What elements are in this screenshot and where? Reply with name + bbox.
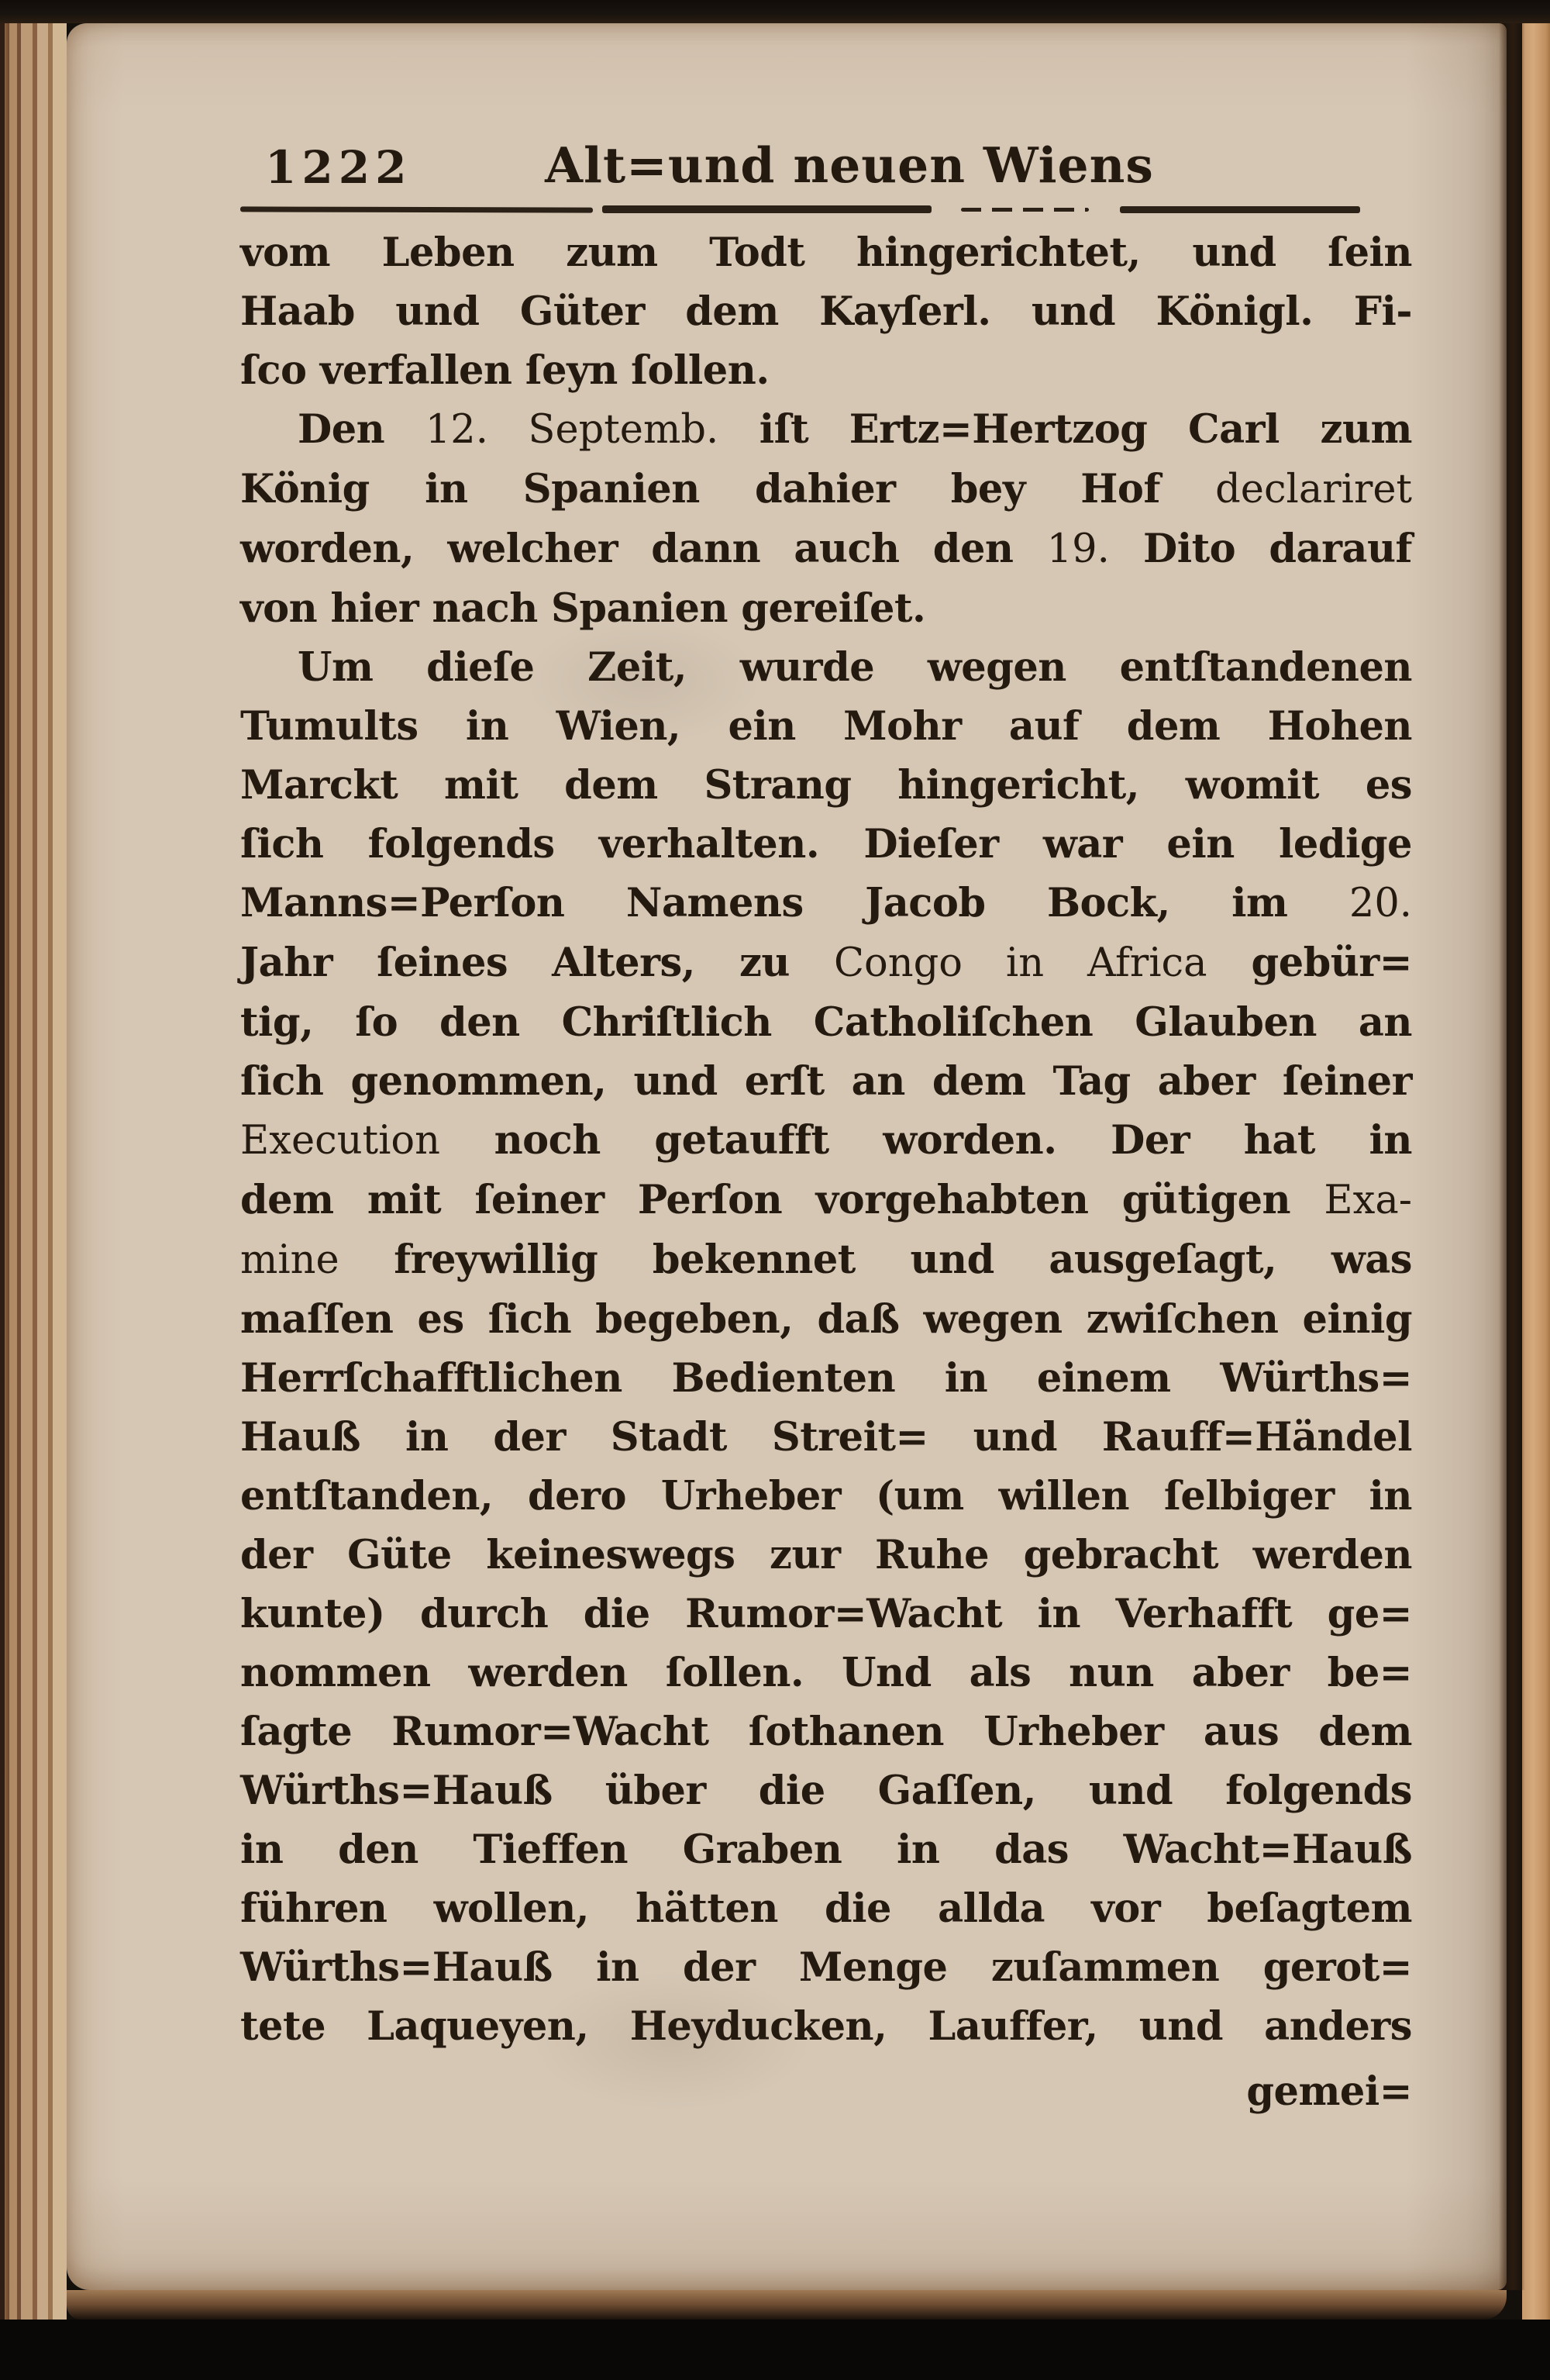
text-line [240, 1820, 1412, 1879]
text-line [240, 1052, 1412, 1111]
text-segment: von hier nach Spanien gereiſet. [240, 585, 926, 632]
text-line [240, 1467, 1412, 1526]
text-segment: Hauß in der Stadt Streit= und Rauff=Händel [240, 1414, 1412, 1461]
text-block [240, 223, 1412, 2121]
text-segment: iſt Ertz=Hertzog Carl zum [718, 406, 1413, 453]
text-segment: ſich folgends verhalten. Dieſer war ein ledige [240, 821, 1412, 867]
text-segment: dem mit ſeiner Perſon vorgehabten gütigen [240, 1177, 1324, 1223]
text-segment: Marckt mit dem Strang hingericht, womit es [240, 762, 1412, 809]
text-segment: Um dieſe Zeit, wurde wegen entſtandenen [298, 644, 1412, 691]
text-line [240, 933, 1412, 993]
text-segment: tig, ſo den Chriſtlich Catholiſchen Glauben an [240, 999, 1412, 1046]
text-segment: Den [298, 406, 425, 453]
text-segment-antiqua: Execution [240, 1118, 440, 1164]
text-line [240, 1879, 1412, 1938]
text-segment: vom Leben zum Todt hingerichtet, und ſein [240, 229, 1412, 276]
text-line [240, 756, 1412, 815]
text-segment-antiqua: Congo in Africa [834, 940, 1207, 986]
text-line [240, 1702, 1412, 1761]
text-segment: Jahr ſeines Alters, zu [240, 940, 835, 986]
text-segment-antiqua: 20. [1348, 881, 1412, 926]
text-line [240, 1349, 1412, 1408]
text-segment: ſco verfallen ſeyn ſollen. [240, 347, 770, 394]
rule-segment [240, 206, 593, 212]
text-line [240, 1585, 1412, 1644]
text-line [240, 1938, 1412, 1997]
text-segment: nommen werden ſollen. Und als nun aber be= [240, 1650, 1412, 1696]
text-line [240, 815, 1412, 874]
text-segment: Manns=Perſon Namens Jacob Bock, im [240, 880, 1349, 926]
gutter-fold-shadow [1499, 23, 1525, 2290]
text-segment-antiqua: declariret [1215, 467, 1412, 512]
rule-segment [961, 208, 1089, 212]
adjacent-page-edge [1522, 23, 1550, 2320]
text-line [240, 638, 1412, 697]
text-line [240, 1644, 1412, 1702]
scan-top-edge [0, 0, 1550, 23]
text-segment: Tumults in Wien, ein Mohr auf dem Hohen [240, 703, 1412, 750]
text-segment-antiqua: 12. Septemb. [425, 407, 719, 453]
text-segment-antiqua: mine [240, 1237, 339, 1283]
book-spine-page-edges [0, 23, 67, 2320]
text-line [240, 460, 1412, 519]
page-bottom-edge-stack [67, 2290, 1507, 2320]
page-number: 1222 [265, 141, 412, 194]
text-segment: freywillig bekennet und ausgeſagt, was [339, 1237, 1412, 1283]
header-rule [240, 205, 1372, 214]
text-segment: Herrſchafftlichen Bedienten in einem Würths= [240, 1355, 1412, 1402]
catchword [240, 2062, 1412, 2121]
text-line [240, 1230, 1412, 1290]
book-page [67, 23, 1507, 2290]
text-line [240, 579, 1412, 638]
text-line [240, 341, 1412, 400]
text-segment: Haab und Güter dem Kayſerl. und Königl. Fi- [240, 288, 1412, 335]
scan-bottom-edge [0, 2320, 1550, 2380]
text-segment: maſſen es ſich begeben, daß wegen zwiſchen einig [240, 1296, 1412, 1343]
rule-segment [602, 205, 932, 213]
text-line [240, 223, 1412, 282]
running-title: Alt=und neuen Wiens [545, 136, 1154, 194]
text-segment: gebür= [1207, 940, 1412, 986]
text-line [240, 1997, 1412, 2056]
text-segment: in den Tieffen Graben in das Wacht=Hauß [240, 1826, 1412, 1873]
text-line [240, 993, 1412, 1052]
text-line [240, 1290, 1412, 1349]
text-line [240, 519, 1412, 579]
text-segment-antiqua: 19. [1046, 526, 1110, 572]
text-segment: entſtanden, dero Urheber (um willen ſelbiger in [240, 1473, 1412, 1519]
text-line [240, 282, 1412, 341]
text-segment-antiqua: Exa- [1324, 1178, 1412, 1223]
text-segment: Dito darauf [1109, 526, 1412, 572]
text-segment: noch getaufft worden. Der hat in [439, 1117, 1412, 1164]
text-line [240, 1408, 1412, 1467]
text-line [240, 697, 1412, 756]
text-segment: Würths=Hauß über die Gaſſen, und folgends [240, 1768, 1412, 1814]
text-line [240, 1761, 1412, 1820]
text-segment: kunte) durch die Rumor=Wacht in Verhafft ge= [240, 1591, 1412, 1637]
text-line [240, 1171, 1412, 1230]
text-line [240, 1526, 1412, 1585]
text-segment: König in Spanien dahier bey Hof [240, 466, 1216, 512]
text-line [240, 1111, 1412, 1171]
page-header [240, 136, 1412, 208]
rule-segment [1120, 206, 1360, 213]
text-line [240, 400, 1412, 460]
text-segment: gemei= [1246, 2068, 1412, 2115]
text-segment: führen wollen, hätten die allda vor beſagtem [240, 1885, 1412, 1932]
text-segment: worden, welcher dann auch den [240, 526, 1047, 572]
text-segment: Würths=Hauß in der Menge zuſammen gerot= [240, 1944, 1412, 1991]
text-segment: ſagte Rumor=Wacht ſothanen Urheber aus dem [240, 1709, 1412, 1755]
text-line [240, 874, 1412, 933]
text-segment: tete Laqueyen, Heyducken, Lauffer, und anders [240, 2003, 1412, 2050]
text-segment: ſich genommen, und erſt an dem Tag aber ſeiner [240, 1058, 1412, 1105]
text-segment: der Güte keineswegs zur Ruhe gebracht werden [240, 1532, 1412, 1578]
